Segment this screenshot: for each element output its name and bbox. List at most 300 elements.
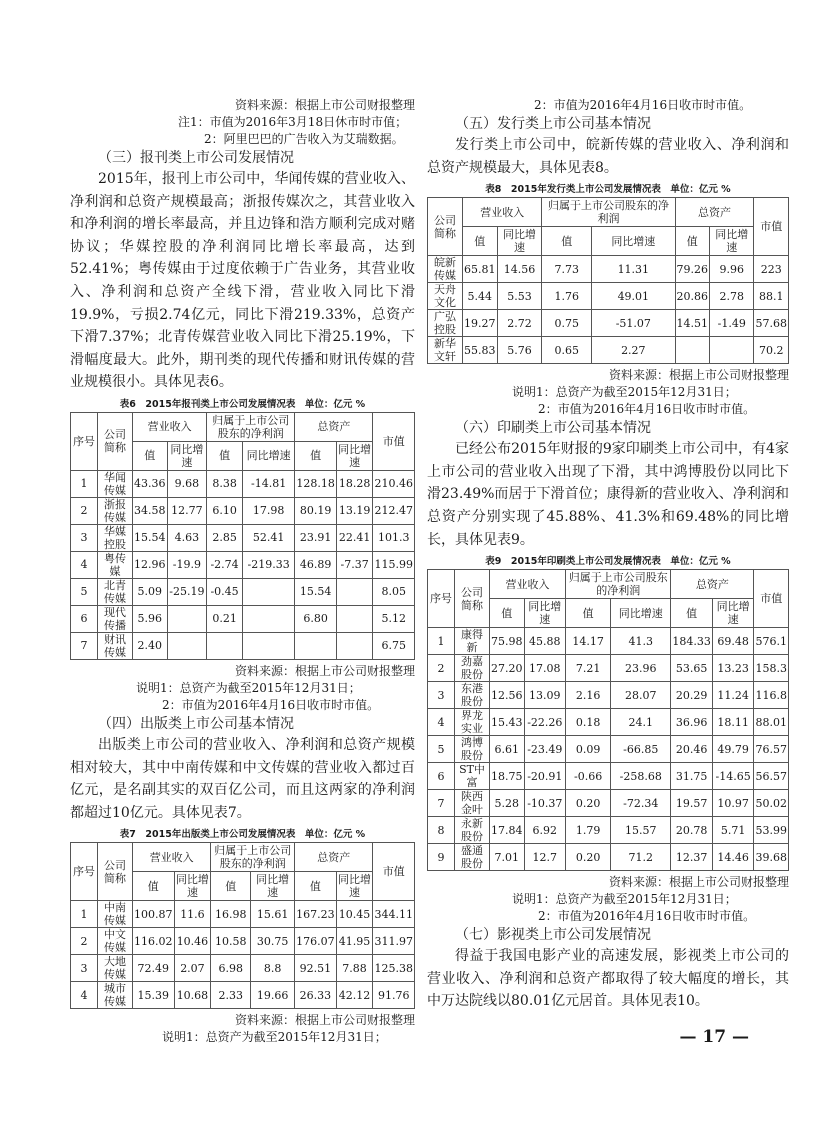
table-cell: 10.45 xyxy=(336,901,373,928)
table-row xyxy=(428,628,789,655)
table-cell: -1.49 xyxy=(710,310,754,337)
table-cell: 6.80 xyxy=(295,605,337,632)
table-cell: 华媒控股 xyxy=(98,524,133,551)
header-market-value: 市值 xyxy=(754,198,789,256)
table-row xyxy=(428,844,789,871)
table-row xyxy=(428,817,789,844)
table-cell: 26.33 xyxy=(295,982,337,1009)
header-group: 营业收入 xyxy=(133,843,211,872)
table-cell: 10.97 xyxy=(712,790,754,817)
table-cell: 7 xyxy=(71,632,98,659)
table-cell: 中南传媒 xyxy=(98,901,133,928)
table-9-note-2: 2：市值为2016年4月16日收市时市值。 xyxy=(538,909,756,924)
table-cell: 12.37 xyxy=(671,844,713,871)
table-cell xyxy=(242,578,294,605)
table-cell xyxy=(295,632,337,659)
table-cell xyxy=(242,632,294,659)
header-sub: 值 xyxy=(671,599,713,628)
table-6-note-1: 说明1：总资产为截至2015年12月31日； xyxy=(136,680,361,695)
table-cell: 70.2 xyxy=(754,337,789,364)
table-cell: 91.76 xyxy=(373,982,415,1009)
table-cell: 46.89 xyxy=(295,551,337,578)
table-cell xyxy=(336,605,373,632)
table-cell: 15.61 xyxy=(251,901,295,928)
section-heading-3: （三）报刊类上市公司发展情况 xyxy=(98,150,294,166)
table-cell: 18.28 xyxy=(336,470,373,497)
header-index: 序号 xyxy=(71,843,98,901)
table-9-note-1: 说明1：总资产为截至2015年12月31日； xyxy=(512,892,737,907)
table-cell: 0.21 xyxy=(207,605,243,632)
header-sub: 同比增速 xyxy=(242,441,294,470)
table-9-caption: 表9 2015年印刷类上市公司发展情况表 单位：亿元 % xyxy=(485,556,731,568)
table-cell: 华闻传媒 xyxy=(98,470,133,497)
table-cell: 116.8 xyxy=(754,682,789,709)
table-cell: 9.68 xyxy=(167,470,207,497)
header-sub: 同比增速 xyxy=(611,599,671,628)
table-cell: 2.27 xyxy=(592,337,675,364)
table-cell: 12.7 xyxy=(524,844,566,871)
table-cell: 65.81 xyxy=(463,256,498,283)
header-company: 公司简称 xyxy=(98,412,133,470)
header-company: 公司简称 xyxy=(98,843,133,901)
table-cell: 23.96 xyxy=(611,655,671,682)
section-heading-7: （七）影视类上市公司发展情况 xyxy=(455,927,651,944)
table-cell: 8.05 xyxy=(373,578,415,605)
table-cell: 东港股份 xyxy=(455,682,490,709)
table-cell: 167.23 xyxy=(295,901,337,928)
table-cell: 13.23 xyxy=(712,655,754,682)
table-cell: 55.83 xyxy=(463,337,498,364)
table-cell: 4 xyxy=(71,551,98,578)
table-cell: 1 xyxy=(428,628,455,655)
table-cell: 12.56 xyxy=(490,682,525,709)
table-cell: 城市传媒 xyxy=(98,982,133,1009)
note-2-market-value: 2：市值为2016年4月16日收市时市值。 xyxy=(534,98,752,112)
header-sub: 值 xyxy=(463,227,498,256)
table-cell: 8.8 xyxy=(251,955,295,982)
table-cell xyxy=(207,632,243,659)
table-8-note-1: 说明1：总资产为截至2015年12月31日； xyxy=(512,385,737,400)
table-cell: 7.01 xyxy=(490,844,525,871)
table-cell: 6.75 xyxy=(373,632,415,659)
table-cell: 粤传媒 xyxy=(98,551,133,578)
table-cell: 10.68 xyxy=(174,982,211,1009)
table-row xyxy=(71,955,415,982)
table-cell xyxy=(167,605,207,632)
table-cell: 0.65 xyxy=(542,337,592,364)
header-sub: 同比增速 xyxy=(592,227,675,256)
table-cell: 6.10 xyxy=(207,497,243,524)
header-group: 归属于上市公司股东的净利润 xyxy=(207,412,295,441)
table-row xyxy=(71,928,415,955)
table-cell: 鸿博股份 xyxy=(455,736,490,763)
table-row xyxy=(428,763,789,790)
table-cell: 210.46 xyxy=(373,470,415,497)
table-cell: 康得新 xyxy=(455,628,490,655)
header-group: 总资产 xyxy=(295,843,373,872)
table-cell: 13.19 xyxy=(336,497,373,524)
table-cell: 2.07 xyxy=(174,955,211,982)
table-9-block xyxy=(427,555,789,871)
table-cell: -14.81 xyxy=(242,470,294,497)
table-cell: 2 xyxy=(71,928,98,955)
header-group: 总资产 xyxy=(295,412,373,441)
table-cell: 15.54 xyxy=(295,578,337,605)
table-cell: 128.18 xyxy=(295,470,337,497)
header-sub: 同比增速 xyxy=(338,442,372,469)
header-sub: 同比增速 xyxy=(167,441,207,470)
table-cell: 6.61 xyxy=(490,736,525,763)
table-cell: 2.33 xyxy=(211,982,251,1009)
table-cell: 43.36 xyxy=(133,470,168,497)
table-cell: 皖新传媒 xyxy=(428,256,463,283)
subheader-row xyxy=(428,227,789,256)
table-cell: -7.37 xyxy=(336,551,373,578)
table-cell xyxy=(336,578,373,605)
table-cell: 18.75 xyxy=(490,763,525,790)
table-cell: -14.65 xyxy=(712,763,754,790)
table-cell: 2 xyxy=(428,655,455,682)
table-cell: 中文传媒 xyxy=(98,928,133,955)
table-cell: -25.19 xyxy=(167,578,207,605)
table-cell xyxy=(675,337,710,364)
table-cell: 72.49 xyxy=(133,955,175,982)
table-cell: 10.46 xyxy=(174,928,211,955)
table-cell: 大地传媒 xyxy=(98,955,133,982)
table-cell: -66.85 xyxy=(611,736,671,763)
table-row xyxy=(71,982,415,1009)
table-cell: 2.72 xyxy=(497,310,542,337)
table-cell: 79.26 xyxy=(675,256,710,283)
header-sub: 值 xyxy=(490,599,525,628)
header-sub: 值 xyxy=(675,227,710,256)
table-cell: 7.88 xyxy=(336,955,373,982)
table-cell: -0.45 xyxy=(207,578,243,605)
header-group: 归属于上市公司股东的净利润 xyxy=(211,843,295,872)
table-cell: 223 xyxy=(754,256,789,283)
table-cell: 100.87 xyxy=(133,901,175,928)
table-cell: 88.01 xyxy=(754,709,789,736)
table-cell: 4 xyxy=(428,709,455,736)
table-cell: 36.96 xyxy=(671,709,713,736)
table-row xyxy=(428,655,789,682)
header-group: 营业收入 xyxy=(133,412,207,441)
table-cell: 14.46 xyxy=(712,844,754,871)
table-row xyxy=(428,682,789,709)
header-sub: 同比增速 xyxy=(175,873,209,900)
table-cell: ST中富 xyxy=(455,763,490,790)
table-cell: 49.79 xyxy=(712,736,754,763)
table-cell: 14.51 xyxy=(675,310,710,337)
table-cell: 广弘控股 xyxy=(428,310,463,337)
table-cell: -0.66 xyxy=(566,763,611,790)
table-cell: 6.92 xyxy=(524,817,566,844)
section-heading-6: （六）印刷类上市公司基本情况 xyxy=(455,420,651,437)
table-cell: 19.27 xyxy=(463,310,498,337)
table-cell: 1.76 xyxy=(542,283,592,310)
table-cell: -20.91 xyxy=(524,763,566,790)
table-cell: 7.21 xyxy=(566,655,611,682)
table-row xyxy=(71,632,415,659)
table-row xyxy=(428,337,789,364)
table-row xyxy=(428,736,789,763)
table-7-note-1: 说明1：总资产为截至2015年12月31日； xyxy=(162,1030,387,1045)
table-cell: 14.17 xyxy=(566,628,611,655)
table-cell: -219.33 xyxy=(242,551,294,578)
note-2: 2：阿里巴巴的广告收入为艾瑞数据。 xyxy=(204,132,404,146)
table-cell: 34.58 xyxy=(133,497,168,524)
table-cell: 158.3 xyxy=(754,655,789,682)
table-cell: 0.18 xyxy=(566,709,611,736)
header-sub: 值 xyxy=(542,227,592,256)
header-sub: 同比增速 xyxy=(524,599,566,628)
header-sub: 同比增速 xyxy=(710,227,754,256)
header-group: 归属于上市公司股东的净利润 xyxy=(542,198,675,227)
table-cell: 23.91 xyxy=(295,524,337,551)
table-cell: 天舟文化 xyxy=(428,283,463,310)
table-cell: 2.16 xyxy=(566,682,611,709)
table-cell: 5.96 xyxy=(133,605,168,632)
table-cell: 14.56 xyxy=(497,256,542,283)
header-row xyxy=(71,843,415,872)
table-cell: 15.54 xyxy=(133,524,168,551)
table-cell: 42.12 xyxy=(336,982,373,1009)
table-cell: 39.68 xyxy=(754,844,789,871)
table-cell: 17.08 xyxy=(524,655,566,682)
table-cell: 6 xyxy=(71,605,98,632)
header-sub: 值 xyxy=(133,872,175,901)
table-cell xyxy=(336,632,373,659)
header-market-value: 市值 xyxy=(754,570,789,628)
table-cell: 19.57 xyxy=(671,790,713,817)
table-cell xyxy=(167,632,207,659)
header-sub: 同比增速 xyxy=(497,227,542,256)
table-cell: 115.99 xyxy=(373,551,415,578)
table-cell: 5.76 xyxy=(497,337,542,364)
table-cell: 18.11 xyxy=(712,709,754,736)
table-cell: 2.78 xyxy=(710,283,754,310)
header-sub: 同比增速 xyxy=(251,872,295,901)
table-cell: 北青传媒 xyxy=(98,578,133,605)
header-group: 总资产 xyxy=(675,198,754,227)
table-cell: 17.98 xyxy=(242,497,294,524)
table-cell: 20.29 xyxy=(671,682,713,709)
table-cell: 9.96 xyxy=(710,256,754,283)
table-cell: 17.84 xyxy=(490,817,525,844)
table-cell: 7.73 xyxy=(542,256,592,283)
header-company: 公司简称 xyxy=(455,570,490,628)
table-cell: 2.40 xyxy=(133,632,168,659)
table-cell: 5.28 xyxy=(490,790,525,817)
table-cell: 1.79 xyxy=(566,817,611,844)
table-cell: 49.01 xyxy=(592,283,675,310)
table-6-note-2: 2：市值为2016年4月16日收市时市值。 xyxy=(162,697,380,712)
table-cell: 3 xyxy=(71,524,98,551)
table-7-source: 资料来源：根据上市公司财报整理 xyxy=(234,1013,415,1028)
header-sub: 值 xyxy=(211,872,251,901)
table-cell: 15.43 xyxy=(490,709,525,736)
table-cell: 31.75 xyxy=(671,763,713,790)
header-company: 公司简称 xyxy=(428,198,463,256)
table-cell: 20.78 xyxy=(671,817,713,844)
table-row xyxy=(71,901,415,928)
table-cell: 12.96 xyxy=(133,551,168,578)
table-7 xyxy=(70,842,415,1009)
table-cell: 576.1 xyxy=(754,628,789,655)
table-cell: 13.09 xyxy=(524,682,566,709)
table-cell: -72.34 xyxy=(611,790,671,817)
paragraph-5: 发行类上市公司中，皖新传媒的营业收入、净利润和总资产规模最大，具体见表8。 xyxy=(427,137,789,176)
table-cell: 5.53 xyxy=(497,283,542,310)
section-heading-4: （四）出版类上市公司基本情况 xyxy=(98,715,294,732)
table-cell: 16.98 xyxy=(211,901,251,928)
table-cell: 陕西金叶 xyxy=(455,790,490,817)
table-cell: 344.11 xyxy=(373,901,415,928)
table-6 xyxy=(70,412,415,660)
table-6-caption: 表6 2015年报刊类上市公司发展情况表 单位：亿元 % xyxy=(119,398,366,410)
table-cell: 41.95 xyxy=(336,928,373,955)
table-cell: 71.2 xyxy=(611,844,671,871)
table-cell: -51.07 xyxy=(592,310,675,337)
table-cell: 27.20 xyxy=(490,655,525,682)
table-cell: 界龙实业 xyxy=(455,709,490,736)
table-row xyxy=(71,551,415,578)
table-cell: 50.02 xyxy=(754,790,789,817)
table-row xyxy=(71,524,415,551)
table-cell: 12.77 xyxy=(167,497,207,524)
table-cell: 53.65 xyxy=(671,655,713,682)
table-cell: 75.98 xyxy=(490,628,525,655)
table-7-block xyxy=(70,828,415,1009)
table-cell: -23.49 xyxy=(524,736,566,763)
paragraph-3: 2015年，报刊上市公司中，华闻传媒的营业收入、净利润和总资产规模最高；浙报传媒次之，其营业收入和净利润的增长率最高，并且边锋和浩方顺利完成对赌协议；华媒控股的净利润同比增长率最高，达到52.41%；粤传媒由于过度依赖于广告业务，其营业收入、净利润和总资产全线下滑，营业收入同比下滑19.9%，亏损2.74亿元，同比下滑219.33%，总资产下滑7.37%；北青传媒营业收入同比下滑25.19%，下滑幅度最大。此外，期刊类的现代传播和财讯传媒的营业规模很小。具体见表6。 xyxy=(70,171,415,391)
header-index: 序号 xyxy=(71,412,98,470)
header-market-value: 市值 xyxy=(373,843,415,901)
table-cell: 20.86 xyxy=(675,283,710,310)
table-8-source: 资料来源：根据上市公司财报整理 xyxy=(608,368,789,383)
table-cell: -22.26 xyxy=(524,709,566,736)
table-cell: 0.20 xyxy=(566,844,611,871)
right-column xyxy=(427,97,789,1047)
table-cell: 184.33 xyxy=(671,628,713,655)
header-sub: 值 xyxy=(295,872,337,901)
table-cell: 22.41 xyxy=(336,524,373,551)
table-cell: 57.68 xyxy=(754,310,789,337)
table-cell: 15.39 xyxy=(133,982,175,1009)
header-sub: 值 xyxy=(295,441,337,470)
table-cell: 2.85 xyxy=(207,524,243,551)
header-group: 营业收入 xyxy=(463,198,542,227)
header-group: 归属于上市公司股东的净利润 xyxy=(566,570,671,599)
table-cell: 11.24 xyxy=(712,682,754,709)
table-cell: 10.58 xyxy=(211,928,251,955)
table-cell: 92.51 xyxy=(295,955,337,982)
table-cell: 永新股份 xyxy=(455,817,490,844)
table-cell: 125.38 xyxy=(373,955,415,982)
table-cell: 56.57 xyxy=(754,763,789,790)
table-cell: -2.74 xyxy=(207,551,243,578)
table-cell: 76.57 xyxy=(754,736,789,763)
table-cell: 6.98 xyxy=(211,955,251,982)
table-cell: 212.47 xyxy=(373,497,415,524)
header-row xyxy=(71,412,415,441)
table-cell xyxy=(242,605,294,632)
table-cell: 盛通股份 xyxy=(455,844,490,871)
table-cell: 311.97 xyxy=(373,928,415,955)
table-row xyxy=(71,605,415,632)
table-cell: 101.3 xyxy=(373,524,415,551)
table-cell: 28.07 xyxy=(611,682,671,709)
table-cell: 5.44 xyxy=(463,283,498,310)
table-8-caption: 表8 2015年发行类上市公司发展情况表 单位：亿元 % xyxy=(485,184,731,196)
note-1: 注1：市值为2016年3月18日休市时市值； xyxy=(178,115,408,129)
table-cell: 财讯传媒 xyxy=(98,632,133,659)
source-note: 资料来源：根据上市公司财报整理 xyxy=(234,98,415,112)
table-cell: 15.57 xyxy=(611,817,671,844)
table-cell: 2 xyxy=(71,497,98,524)
table-cell: 30.75 xyxy=(251,928,295,955)
left-column xyxy=(70,97,415,1046)
table-cell: 11.31 xyxy=(592,256,675,283)
table-cell: 11.6 xyxy=(174,901,211,928)
table-cell: 24.1 xyxy=(611,709,671,736)
table-cell: -10.37 xyxy=(524,790,566,817)
table-9 xyxy=(427,569,789,871)
table-cell: 176.07 xyxy=(295,928,337,955)
table-cell: 浙报传媒 xyxy=(98,497,133,524)
table-cell: 19.66 xyxy=(251,982,295,1009)
table-9-source: 资料来源：根据上市公司财报整理 xyxy=(608,875,789,890)
table-cell: 52.41 xyxy=(242,524,294,551)
table-row xyxy=(71,578,415,605)
table-cell: 8 xyxy=(428,817,455,844)
table-cell: 80.19 xyxy=(295,497,337,524)
table-cell: 3 xyxy=(428,682,455,709)
table-cell: 5.71 xyxy=(712,817,754,844)
table-8 xyxy=(427,197,789,364)
header-sub: 值 xyxy=(566,599,611,628)
table-cell: 劲嘉股份 xyxy=(455,655,490,682)
table-cell: 3 xyxy=(71,955,98,982)
table-row xyxy=(428,709,789,736)
paragraph-6: 已经公布2015年财报的9家印刷类上市公司中，有4家上市公司的营业收入出现了下滑，其中鸿博股份以同比下滑23.49%而居于下滑首位；康得新的营业收入、净利润和总资产分别实现了45.88%、41.3%和69.48%的同比增长，具体见表9。 xyxy=(427,441,789,548)
table-cell: 1 xyxy=(71,901,98,928)
table-7-caption: 表7 2015年出版类上市公司发展情况表 单位：亿元 % xyxy=(119,829,366,841)
table-8-note-2: 2：市值为2016年4月16日收市时市值。 xyxy=(538,402,756,417)
table-cell: -258.68 xyxy=(611,763,671,790)
table-6-block xyxy=(70,398,415,660)
header-sub: 同比增速 xyxy=(712,599,754,628)
table-6-source: 资料来源：根据上市公司财报整理 xyxy=(234,663,415,678)
table-row xyxy=(71,470,415,497)
table-cell: 现代传播 xyxy=(98,605,133,632)
table-cell: 41.3 xyxy=(611,628,671,655)
table-cell xyxy=(710,337,754,364)
table-cell: 新华文轩 xyxy=(428,337,463,364)
header-market-value: 市值 xyxy=(373,412,415,470)
header-row xyxy=(428,570,789,599)
table-row xyxy=(71,497,415,524)
page-number: — 17 — xyxy=(679,1026,749,1047)
header-index: 序号 xyxy=(428,570,455,628)
table-row xyxy=(428,310,789,337)
table-cell: 53.99 xyxy=(754,817,789,844)
header-group: 营业收入 xyxy=(490,570,566,599)
table-cell: 0.09 xyxy=(566,736,611,763)
table-cell: 45.88 xyxy=(524,628,566,655)
table-cell: 0.75 xyxy=(542,310,592,337)
table-cell: 9 xyxy=(428,844,455,871)
